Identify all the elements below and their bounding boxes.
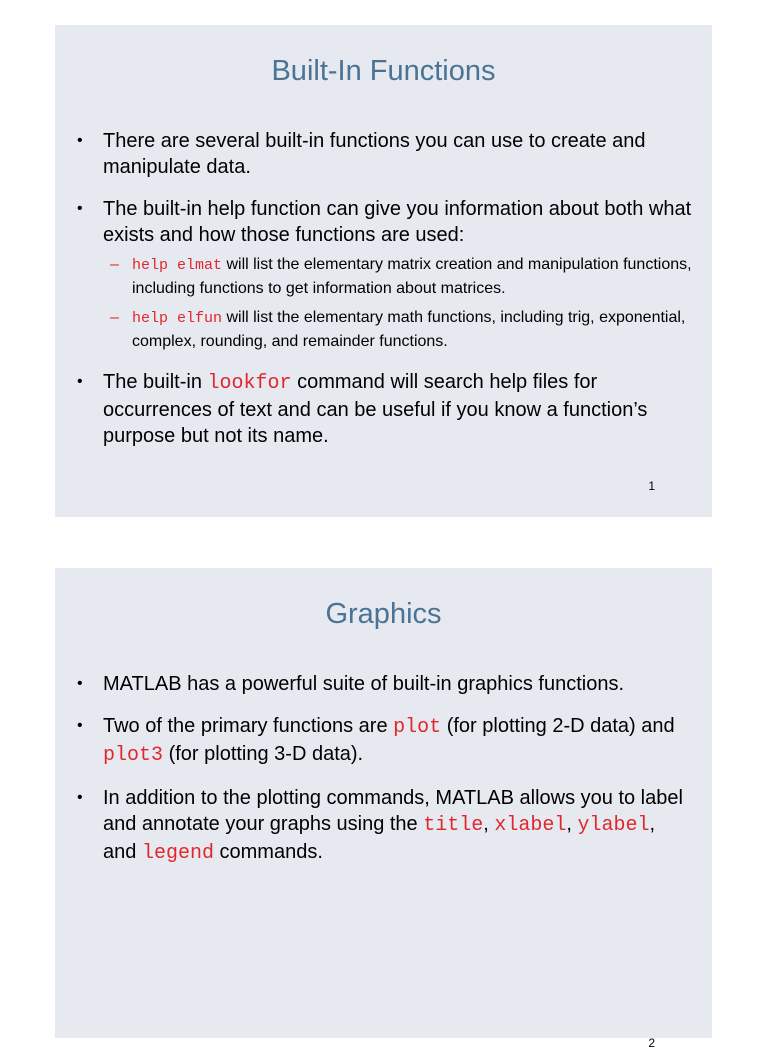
sub-bullet-text: will list the elementary math functions, including trig, exponential, complex, rounding, and remainder functions. [132,309,686,350]
slide-number: 1 [648,479,655,493]
code-plot3: plot3 [103,744,164,767]
code-xlabel: xlabel [494,814,567,837]
dash-marker: – [110,309,119,326]
slide-graphics [55,568,712,1050]
bullet-text: Two of the primary functions are [103,715,394,737]
sub-bullet-item [103,307,692,353]
bullet-text: command will search help files for occurrences of text and can be useful if you know a function’s purpose but not its name. [103,371,648,447]
code-help-elmat: help elmat [132,257,223,274]
code-title: title [423,814,484,837]
sub-bullet-item [103,254,692,300]
sub-bullet-text: will list the elementary matrix creation and manipulation functions, including functions to get information about matrices. [132,256,692,297]
sub-bullet-list [103,254,692,353]
bullet-item [77,196,692,353]
bullet-text: , [566,813,578,835]
bullet-item [77,369,692,449]
code-legend: legend [141,842,214,865]
slide-built-in-functions [55,25,712,517]
bullet-text: (for plotting 3-D data). [163,743,364,765]
slide-title: Built-In Functions [271,55,496,87]
bullet-item [77,785,692,867]
bullet-text: There are several built-in functions you can use to create and manipulate data. [103,130,646,178]
bullet-text: In addition to the plotting commands, MATLAB allows you to label and annotate your graphs using the [103,787,683,835]
bullet-text: , [483,813,495,835]
bullet-text: MATLAB has a powerful suite of built-in graphics functions. [103,673,624,695]
bullet-text: The built-in help function can give you information about both what exists and how those functions are used: [103,198,692,246]
bullet-text: commands. [213,841,323,863]
code-ylabel: ylabel [577,814,650,837]
code-lookfor: lookfor [207,372,292,395]
bullet-text: (for plotting 2-D data) and [441,715,675,737]
bullet-list [77,671,692,883]
slide-title: Graphics [325,598,442,630]
bullet-text: The built-in [103,371,208,393]
bullet-text: , and [103,813,656,863]
bullet-item [77,671,692,697]
slide-number: 2 [648,1036,655,1050]
code-plot: plot [393,716,442,739]
dash-marker: – [110,256,119,273]
bullet-item [77,713,692,769]
bullet-list [77,128,692,465]
bullet-item [77,128,692,180]
code-help-elfun: help elfun [132,310,223,327]
